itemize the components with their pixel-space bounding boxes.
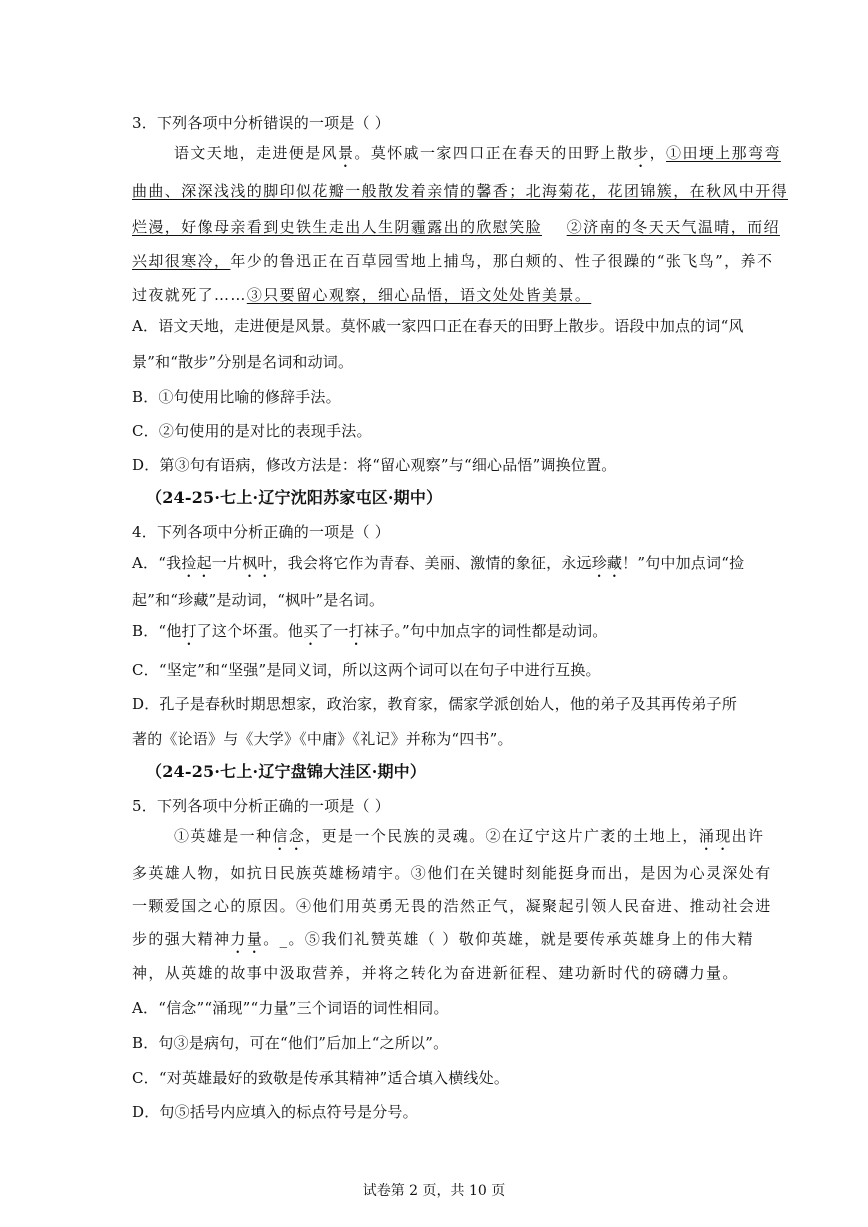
q4-option-d: D．孔子是春秋时期思想家，政治家，教育家，儒家学派创始人，他的弟子及其再传弟子所 [132,695,738,713]
q5-stem: 5．下列各项中分析正确的一项是（ ） [132,797,390,815]
q5-passage-line-2: 多英雄人物，如抗日民族英雄杨靖宇。③他们在关键时刻能挺身而出，是因为心灵深处有 [132,864,772,882]
q3-passage-line-2: 曲曲、深深浅浅的脚印似花瓣一般散发着亲情的馨香；北海菊花，花团锦簇，在秋风中开得 [132,182,789,200]
q4-option-b: B．“他打了这个坏蛋。他买了一打袜子。”句中加点字的词性都是动词。 [132,622,608,640]
q5-passage-line-5: 神，从英雄的故事中汲取营养，并将之转化为奋进新征程、建功新时代的磅礴力量。 [132,964,739,982]
q5-passage-line-4: 步的强大精神力量。_。⑤我们礼赞英雄（ ）敬仰英雄，就是要传承英雄身上的伟大精 [132,930,754,948]
q4-stem: 4．下列各项中分析正确的一项是（ ） [132,523,390,541]
q4-option-c: C．“坚定”和“坚强”是同义词，所以这两个词可以在句子中进行互换。 [132,661,601,679]
q5-option-c: C．“对英雄最好的致敬是传承其精神”适合填入横线处。 [132,1069,510,1087]
q3-passage-line-4: 兴却很寒冷，年少的鲁迅正在百草园雪地上捕鸟，那白颊的、性子很躁的“张飞鸟”，养不 [132,252,774,270]
q4-option-a: A．“我捡起一片枫叶，我会将它作为青春、美丽、激情的象征，永远珍藏！”句中加点词“捡 [132,554,745,572]
q5-passage-line-3: 一颗爱国之心的原因。④他们用英勇无畏的浩然正气，凝聚起引领人民奋进、推动社会进 [132,897,772,915]
q3-passage-line-1: 语文天地，走进便是风景。莫怀戚一家四口正在春天的田野上散步，①田埂上那弯弯 [174,144,781,162]
q4-option-a-cont: 起”和“珍藏”是动词，“枫叶”是名词。 [132,591,385,609]
q3-passage-line-3: 烂漫，好像母亲看到史铁生走出人生阴霾露出的欣慰笑脸 ②济南的冬天天气温晴，而绍 [132,218,780,236]
page-footer: 试卷第 2 页，共 10 页 [362,1183,506,1199]
q5-source: （24-25·七上·辽宁盘锦大洼区·期中） [146,762,427,781]
q3-passage-line-5: 过夜就死了……③只要留心观察，细心品悟，语文处处皆美景。 [132,286,592,304]
q3-option-a: A．语文天地，走进便是风景。莫怀戚一家四口正在春天的田野上散步。语段中加点的词“风 [132,317,744,335]
q3-option-d: D．第③句有语病，修改方法是：将“留心观察”与“细心品悟”调换位置。 [132,456,617,474]
q5-passage-line-1: ①英雄是一种信念，更是一个民族的灵魂。②在辽宁这片广袤的土地上，涌现出许 [174,827,765,845]
q5-option-a: A．“信念”“涌现”“力量”三个词语的词性相同。 [132,999,449,1017]
q5-option-d: D．句⑤括号内应填入的标点符号是分号。 [132,1103,418,1121]
q3-option-a-cont: 景”和“散步”分别是名词和动词。 [132,353,354,371]
q3-stem: 3．下列各项中分析错误的一项是（ ） [132,114,390,132]
q3-option-c: C．②句使用的是对比的表现手法。 [132,422,372,440]
q5-option-b: B．句③是病句，可在“他们”后加上“之所以”。 [132,1034,449,1052]
q4-option-d-cont: 著的《论语》与《大学》《中庸》《礼记》并称为“四书”。 [132,730,513,748]
q3-option-b: B．①句使用比喻的修辞手法。 [132,388,341,406]
q4-source: （24-25·七上·辽宁沈阳苏家屯区·期中） [146,488,443,507]
